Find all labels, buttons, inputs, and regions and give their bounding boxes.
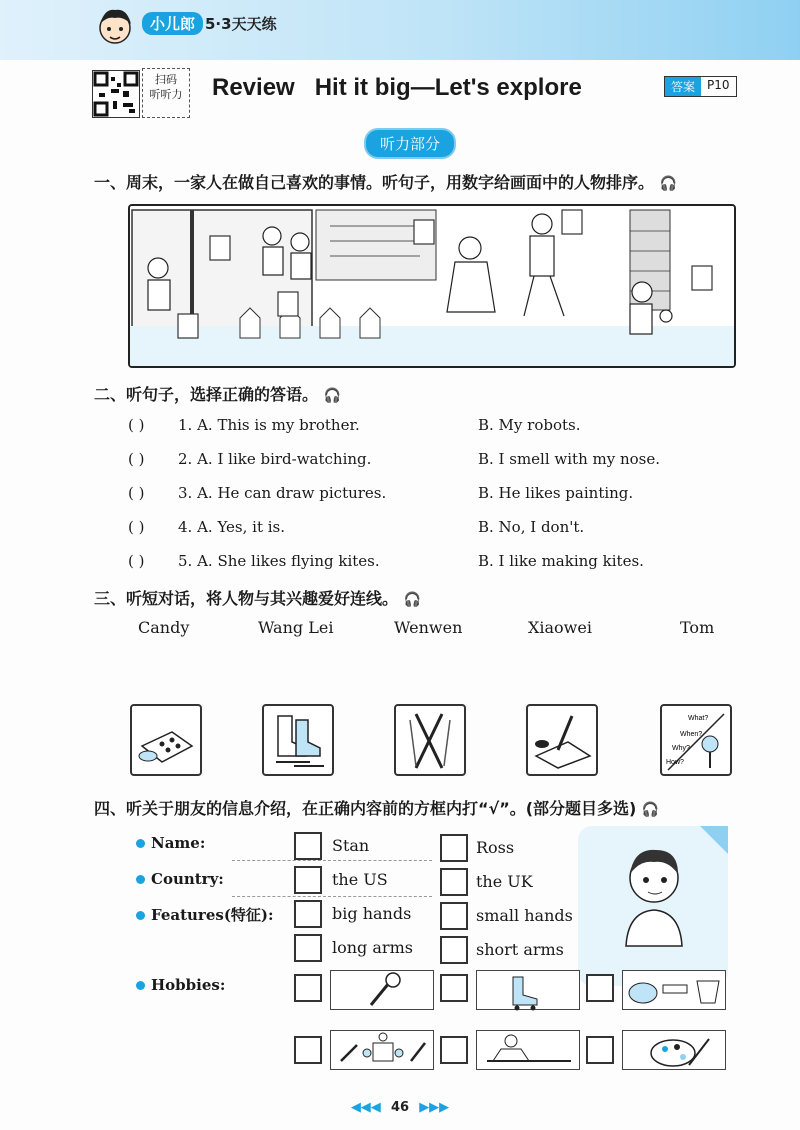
family-scene-illustration xyxy=(128,204,736,368)
skis-card[interactable] xyxy=(394,704,466,776)
option-big-hands: big hands xyxy=(332,904,412,923)
option-b: B. My robots. xyxy=(478,416,581,434)
friend-portrait-panel xyxy=(578,826,728,986)
option-a: 2. A. I like bird-watching. xyxy=(178,450,372,468)
section-label: 听力部分 xyxy=(364,128,456,159)
divider xyxy=(232,896,432,897)
q2-title: 二、听句子，选择正确的答语。 🎧 xyxy=(94,385,342,404)
person-name[interactable]: Candy xyxy=(138,618,190,637)
question-tree-icon xyxy=(662,706,730,774)
checkbox-the-uk[interactable] xyxy=(440,868,468,896)
headphones-icon[interactable]: 🎧 xyxy=(403,592,422,608)
person-at-table-icon xyxy=(477,1031,581,1071)
hobby-roller-skating-picture xyxy=(476,970,580,1010)
hobbies-label: Hobbies: xyxy=(136,976,225,994)
answer-badge: 答案 P10 xyxy=(664,76,737,97)
headphones-icon[interactable]: 🎧 xyxy=(641,802,660,818)
svg-text:What?: What? xyxy=(688,715,709,722)
page-number: 46 xyxy=(390,1100,410,1115)
checkbox-hobby-painting[interactable] xyxy=(586,1036,614,1064)
headphones-icon[interactable]: 🎧 xyxy=(659,176,678,192)
q2-item-3 xyxy=(128,484,728,506)
q1-title: 一、周末，一家人在做自己喜欢的事情。听句子，用数字给画面中的人物排序。 🎧 xyxy=(94,173,678,192)
option-the-us: the US xyxy=(332,870,388,889)
drawing-card[interactable] xyxy=(526,704,598,776)
checkbox-hobby-reading[interactable] xyxy=(440,1036,468,1064)
microphone-icon xyxy=(331,971,435,1011)
name-label: Name: xyxy=(136,834,205,852)
pen-drawing-icon xyxy=(528,706,596,774)
checkbox-hobby-robots[interactable] xyxy=(294,1036,322,1064)
person-name[interactable]: Wang Lei xyxy=(258,618,334,637)
bullet-icon xyxy=(136,911,145,920)
country-label: Country: xyxy=(136,870,224,888)
option-a: 4. A. Yes, it is. xyxy=(178,518,286,536)
scan-listen-tag: 扫码 听听力 xyxy=(142,68,190,118)
hobby-singing-picture xyxy=(330,970,434,1010)
prev-arrows-icon: ◀◀◀ xyxy=(350,1100,381,1115)
option-b: B. I smell with my nose. xyxy=(478,450,661,468)
answer-blank[interactable]: ( ) xyxy=(128,416,145,434)
hobby-swimming-picture xyxy=(622,970,726,1010)
checkbox-short-arms[interactable] xyxy=(440,936,468,964)
brand-logo: 小儿郎 xyxy=(142,12,203,35)
questions-card[interactable] xyxy=(660,704,732,776)
answer-blank[interactable]: ( ) xyxy=(128,450,145,468)
ice-skates-card[interactable] xyxy=(262,704,334,776)
svg-text:Why?: Why? xyxy=(672,745,690,752)
boy-portrait-icon xyxy=(578,826,728,986)
option-b: B. He likes painting. xyxy=(478,484,634,502)
option-small-hands: small hands xyxy=(476,906,573,925)
swim-gear-icon xyxy=(623,971,727,1011)
checkbox-big-hands[interactable] xyxy=(294,900,322,928)
divider xyxy=(232,860,432,861)
option-ross: Ross xyxy=(476,838,515,857)
q2-item-2 xyxy=(128,450,728,472)
q3-title: 三、听短对话，将人物与其兴趣爱好连线。 🎧 xyxy=(94,589,422,608)
q2-item-1 xyxy=(128,416,728,438)
option-long-arms: long arms xyxy=(332,938,413,957)
q2-item-5 xyxy=(128,552,728,574)
chess-board-icon xyxy=(132,706,200,774)
skis-icon xyxy=(396,706,464,774)
svg-text:How?: How? xyxy=(666,759,684,766)
hobby-robots-picture xyxy=(330,1030,434,1070)
chess-board-card[interactable] xyxy=(130,704,202,776)
svg-text:When?: When? xyxy=(680,731,703,738)
checkbox-long-arms[interactable] xyxy=(294,934,322,962)
robot-tools-icon xyxy=(331,1031,435,1071)
q2-item-4 xyxy=(128,518,728,540)
bullet-icon xyxy=(136,981,145,990)
hobby-reading-picture xyxy=(476,1030,580,1070)
ice-skates-icon xyxy=(264,706,332,774)
option-a: 1. A. This is my brother. xyxy=(178,416,360,434)
person-name[interactable]: Wenwen xyxy=(394,618,463,637)
checkbox-the-us[interactable] xyxy=(294,866,322,894)
next-arrows-icon: ▶▶▶ xyxy=(419,1100,450,1115)
checkbox-small-hands[interactable] xyxy=(440,902,468,930)
hobby-painting-picture xyxy=(622,1030,726,1070)
q4-title: 四、听关于朋友的信息介绍，在正确内容前的方框内打“√”。(部分题目多选) 🎧 xyxy=(94,799,660,818)
option-short-arms: short arms xyxy=(476,940,564,959)
features-label: Features(特征): xyxy=(136,904,274,925)
qr-code-icon[interactable] xyxy=(92,70,140,118)
page-title: Review Hit it big—Let's explore xyxy=(212,74,582,101)
option-a: 5. A. She likes flying kites. xyxy=(178,552,380,570)
person-name[interactable]: Tom xyxy=(680,618,715,637)
checkbox-hobby-swimming[interactable] xyxy=(586,974,614,1002)
option-the-uk: the UK xyxy=(476,872,533,891)
paint-palette-icon xyxy=(623,1031,727,1071)
answer-blank[interactable]: ( ) xyxy=(128,552,145,570)
series-name: 5·3天天练 xyxy=(205,15,277,33)
option-stan: Stan xyxy=(332,836,370,855)
boy-mascot-icon xyxy=(95,6,135,50)
roller-skate-icon xyxy=(477,971,581,1011)
checkbox-stan[interactable] xyxy=(294,832,322,860)
bullet-icon xyxy=(136,875,145,884)
option-b: B. I like making kites. xyxy=(478,552,644,570)
answer-blank[interactable]: ( ) xyxy=(128,518,145,536)
person-name[interactable]: Xiaowei xyxy=(528,618,592,637)
bullet-icon xyxy=(136,839,145,848)
checkbox-hobby-singing[interactable] xyxy=(294,974,322,1002)
page-footer xyxy=(0,1100,800,1115)
headphones-icon[interactable]: 🎧 xyxy=(323,388,342,404)
checkbox-ross[interactable] xyxy=(440,834,468,862)
answer-blank[interactable]: ( ) xyxy=(128,484,145,502)
option-b: B. No, I don't. xyxy=(478,518,585,536)
checkbox-hobby-roller-skating[interactable] xyxy=(440,974,468,1002)
option-a: 3. A. He can draw pictures. xyxy=(178,484,387,502)
scene-drawing xyxy=(130,206,734,366)
